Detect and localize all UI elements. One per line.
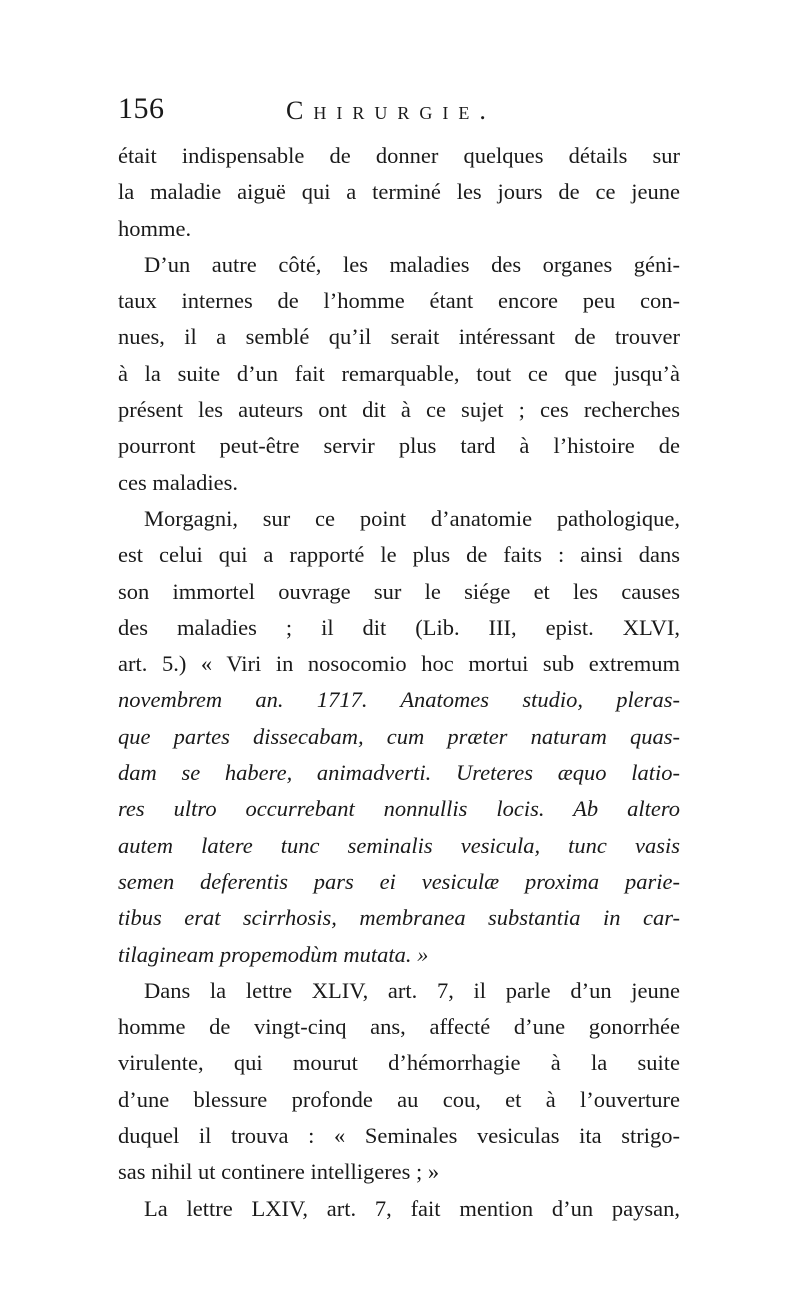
text-line: ces maladies. (118, 469, 238, 495)
paragraph-first-line: Morgagni, sur ce point d’anatomie pathologique, (144, 505, 680, 531)
paragraph-first-line: Dans la lettre XLIV, art. 7, il parle d’un jeune (144, 977, 680, 1003)
page-header (118, 92, 678, 132)
text-line: art. 5.) « Viri in nosocomio hoc mortui sub extremum (118, 651, 680, 677)
text-line: sas nihil ut continere intelligeres ; » (118, 1159, 440, 1185)
text-line: son immortel ouvrage sur le siége et les causes (118, 578, 680, 604)
latin-quote-line: tilagineam propemodùm mutata. » (118, 941, 429, 967)
latin-quote-line: semen deferentis pars ei vesiculæ proxima parie- (118, 868, 680, 894)
text-line: est celui qui a rapporté le plus de faits : ainsi dans (118, 542, 680, 568)
text-line: à la suite d’un fait remarquable, tout ce que jusqu’à (118, 360, 680, 386)
page-number: 156 (118, 92, 165, 125)
latin-quote-line: res ultro occurrebant nonnullis locis. Ab altero (118, 796, 680, 822)
latin-quote-line: novembrem an. 1717. Anatomes studio, pleras- (118, 687, 680, 713)
running-head: Chirurgie. (286, 96, 496, 125)
text-line: des maladies ; il dit (Lib. III, epist. XLVI, (118, 614, 680, 640)
latin-quote-line: que partes dissecabam, cum præter naturam quas- (118, 723, 680, 749)
text-line: homme. (118, 215, 192, 241)
text-line: était indispensable de donner quelques détails sur (118, 143, 680, 168)
text-line: présent les auteurs ont dit à ce sujet ; ces recherches (118, 397, 680, 423)
paragraph-first-line: La lettre LXIV, art. 7, fait mention d’un paysan, (144, 1195, 680, 1221)
latin-quote-line: autem latere tunc seminalis vesicula, tunc vasis (118, 832, 680, 858)
text-line: d’une blessure profonde au cou, et à l’ouverture (118, 1086, 680, 1112)
body-text (118, 138, 680, 1227)
text-line: virulente, qui mourut d’hémorrhagie à la suite (118, 1050, 680, 1076)
text-line: duquel il trouva : « Seminales vesiculas ita strigo- (118, 1123, 680, 1149)
paragraph-first-line: D’un autre côté, les maladies des organes géni- (144, 251, 680, 277)
latin-quote-line: dam se habere, animadverti. Ureteres æquo latio- (118, 760, 680, 786)
text-line: taux internes de l’homme étant encore peu con- (118, 288, 680, 314)
text-line: pourront peut-être servir plus tard à l’histoire de (118, 433, 680, 459)
text-line: nues, il a semblé qu’il serait intéressant de trouver (118, 324, 680, 350)
latin-quote-line: tibus erat scirrhosis, membranea substantia in car- (118, 905, 680, 931)
text-line: homme de vingt-cinq ans, affecté d’une gonorrhée (118, 1014, 680, 1040)
text-line: la maladie aiguë qui a terminé les jours de ce jeune (118, 179, 680, 205)
